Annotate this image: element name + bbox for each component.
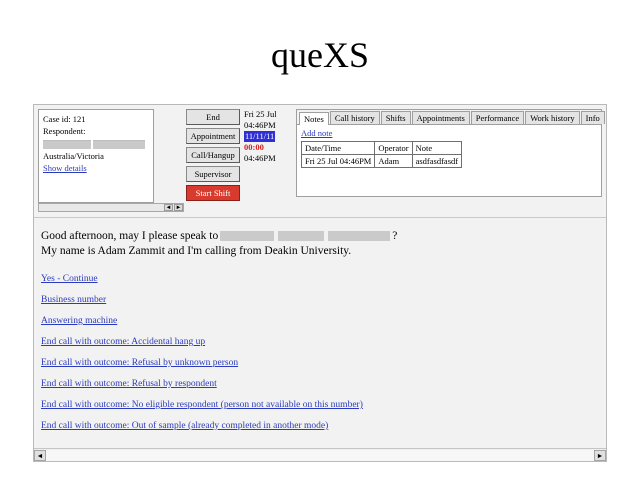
scroll-left-arrow-icon[interactable]: ◄ — [165, 205, 172, 211]
scroll-right-arrow-icon[interactable]: ► — [175, 205, 182, 211]
col-datetime: Date/Time — [302, 142, 375, 155]
start-shift-button[interactable]: Start Shift — [186, 185, 240, 201]
tab-work-history[interactable]: Work history — [525, 111, 579, 124]
tab-notes[interactable]: Notes — [299, 112, 329, 125]
script-line-2: My name is Adam Zammit and I'm calling from Deakin University. — [41, 245, 352, 257]
tab-performance[interactable]: Performance — [471, 111, 524, 124]
window-horizontal-scrollbar[interactable] — [34, 448, 606, 461]
top-region — [34, 105, 606, 213]
quexs-app-window — [33, 104, 607, 462]
script-line-1-suffix: ? — [392, 230, 398, 242]
answer-out-of-sample[interactable]: End call with outcome: Out of sample (already completed in another mode) — [41, 421, 329, 431]
respondent-label: Respondent: — [43, 126, 86, 137]
page-title: queXS — [271, 35, 369, 75]
script-area — [34, 219, 606, 447]
col-operator: Operator — [375, 142, 412, 155]
case-location: Australia/Victoria — [43, 150, 104, 161]
respondent-value-redacted — [43, 138, 149, 150]
tab-call-history[interactable]: Call history — [330, 111, 380, 124]
script-line-1 — [41, 229, 606, 244]
cell-operator: Adam — [375, 155, 412, 168]
show-details-link[interactable]: Show details — [43, 163, 87, 174]
supervisor-button[interactable]: Supervisor — [186, 166, 240, 182]
current-time: 04:46PM — [244, 120, 276, 130]
notes-tab-body — [297, 125, 601, 171]
answer-answering-machine[interactable]: Answering machine — [41, 316, 118, 326]
script-line-1-prefix: Good afternoon, may I please speak to — [41, 230, 219, 242]
info-tab-panel — [296, 109, 602, 197]
end-button[interactable]: End — [186, 109, 240, 125]
table-header-row — [302, 142, 462, 155]
tab-info[interactable]: Info — [581, 111, 605, 124]
answer-business-number[interactable]: Business number — [41, 295, 107, 305]
secondary-time: 04:46PM — [244, 153, 276, 163]
scrollbar-track[interactable] — [46, 450, 594, 461]
case-id: Case id: 121 — [43, 114, 86, 124]
scrollbar-left-arrow-icon[interactable]: ◄ — [34, 450, 46, 461]
answer-refusal-unknown-person[interactable]: End call with outcome: Refusal by unknown person — [41, 358, 239, 368]
call-hangup-button[interactable]: Call/Hangup — [186, 147, 240, 163]
answer-yes-continue[interactable]: Yes - Continue — [41, 274, 98, 284]
call-timer: 00:00 — [244, 142, 264, 152]
answer-options-list — [41, 273, 606, 433]
col-note: Note — [412, 142, 461, 155]
answer-refusal-by-respondent[interactable]: End call with outcome: Refusal by respondent — [41, 379, 217, 389]
case-info-panel — [38, 109, 154, 203]
left-panel-horizontal-scrollbar[interactable] — [38, 203, 184, 212]
cell-datetime: Fri 25 Jul 04:46PM — [302, 155, 375, 168]
answer-accidental-hangup[interactable]: End call with outcome: Accidental hang up — [41, 337, 206, 347]
tab-appointments[interactable]: Appointments — [412, 111, 470, 124]
add-note-link[interactable]: Add note — [301, 128, 333, 138]
table-row — [302, 155, 462, 168]
appointment-button[interactable]: Appointment — [186, 128, 240, 144]
scrollbar-right-arrow-icon[interactable]: ► — [594, 450, 606, 461]
status-column — [244, 109, 292, 164]
answer-no-eligible-respondent[interactable]: End call with outcome: No eligible respondent (person not available on this number) — [41, 400, 363, 410]
tab-shifts[interactable]: Shifts — [381, 111, 411, 124]
cell-note: asdfasdfasdf — [412, 155, 461, 168]
panel-divider — [34, 217, 606, 218]
notes-table — [301, 141, 462, 168]
status-highlight-blue: 11/11/11 — [245, 131, 275, 141]
call-action-buttons — [186, 109, 242, 204]
tab-strip — [297, 110, 601, 125]
current-date: Fri 25 Jul — [244, 109, 277, 119]
